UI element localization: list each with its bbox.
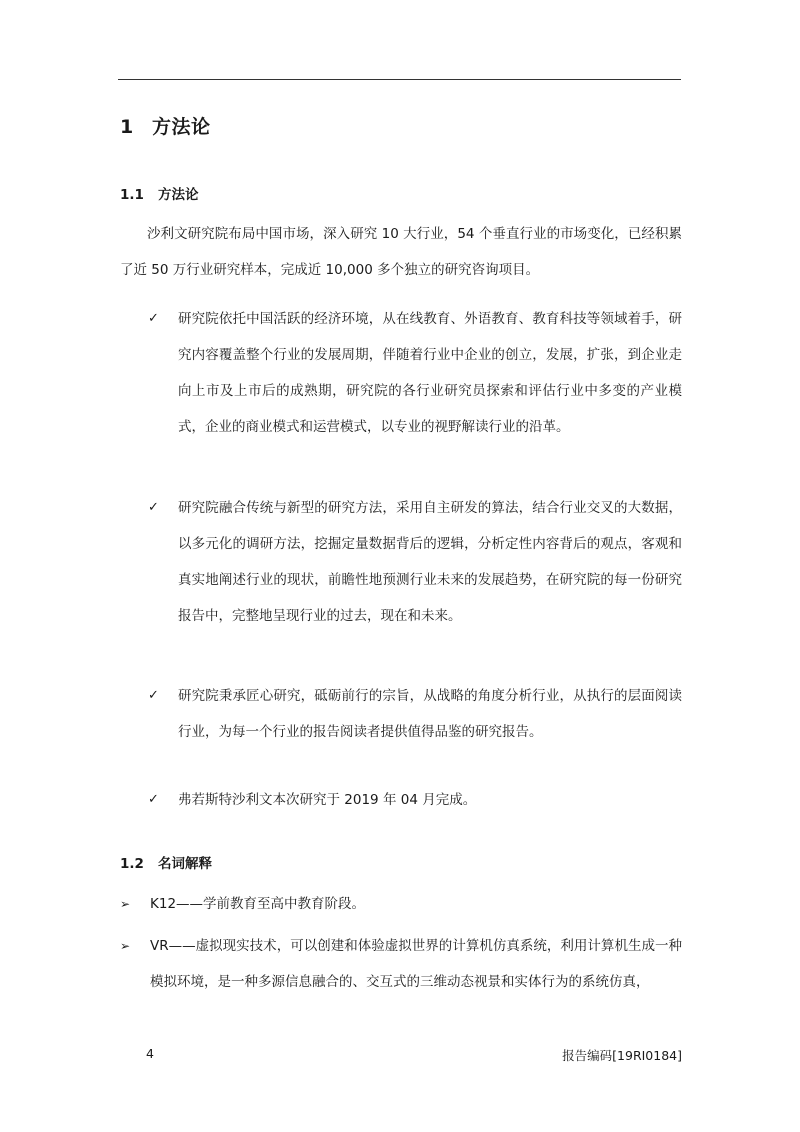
list-item (148, 782, 682, 818)
arrow-bullet-icon: ➢ (120, 897, 131, 911)
report-code: 报告编码[19RI0184] (562, 1048, 682, 1063)
section-number: 1.1 (120, 187, 144, 203)
header-rule (118, 79, 681, 80)
list-item (148, 490, 682, 634)
arrow-bullet-icon: ➢ (120, 939, 131, 953)
list-item (120, 928, 682, 1000)
intro-paragraph: 沙利文研究院布局中国市场，深入研究 10 大行业，54 个垂直行业的市场变化，已经积累了近 50 万行业研究样本，完成近 10,000 多个独立的研究咨询项目。 (120, 226, 682, 278)
checkmark-icon: ✓ (148, 792, 159, 807)
checkmark-icon: ✓ (148, 688, 159, 703)
list-item (148, 301, 682, 445)
list-item-text: K12——学前教育至高中教育阶段。 (150, 896, 366, 912)
chapter-title: 方法论 (152, 116, 211, 138)
chapter-heading (120, 112, 211, 139)
page-number: 4 (146, 1046, 154, 1061)
section-number: 1.2 (120, 856, 144, 872)
chapter-number: 1 (120, 116, 134, 138)
section-title: 名词解释 (158, 856, 212, 872)
list-item-text: 研究院依托中国活跃的经济环境，从在线教育、外语教育、教育科技等领域着手，研究内容覆盖整个行业的发展周期，伴随着行业中企业的创立，发展，扩张，到企业走向上市及上市后的成熟期，研究院的各行业研究员探索和评估行业中多变的产业模式，企业的商业模式和运营模式，以专业的视野解读行业的沿革。 (178, 311, 682, 435)
section-title: 方法论 (158, 187, 199, 203)
checkmark-icon: ✓ (148, 500, 159, 515)
list-item-text: VR——虚拟现实技术，可以创建和体验虚拟世界的计算机仿真系统，利用计算机生成一种模拟环境，是一种多源信息融合的、交互式的三维动态视景和实体行为的系统仿真， (150, 938, 682, 990)
section-heading-1-2 (120, 852, 212, 872)
list-item (120, 886, 682, 922)
list-item-text: 研究院秉承匠心研究，砥砺前行的宗旨，从战略的角度分析行业，从执行的层面阅读行业，为每一个行业的报告阅读者提供值得品鉴的研究报告。 (178, 688, 682, 740)
list-item-text: 研究院融合传统与新型的研究方法，采用自主研发的算法，结合行业交叉的大数据，以多元化的调研方法，挖掘定量数据背后的逻辑，分析定性内容背后的观点，客观和真实地阐述行业的现状，前瞻性地预测行业未来的发展趋势，在研究院的每一份研究报告中，完整地呈现行业的过去，现在和未来。 (178, 500, 682, 624)
section-heading-1-1 (120, 183, 199, 203)
list-item-text: 弗若斯特沙利文本次研究于 2019 年 04 月完成。 (178, 792, 477, 808)
list-item (148, 678, 682, 750)
checkmark-icon: ✓ (148, 311, 159, 326)
